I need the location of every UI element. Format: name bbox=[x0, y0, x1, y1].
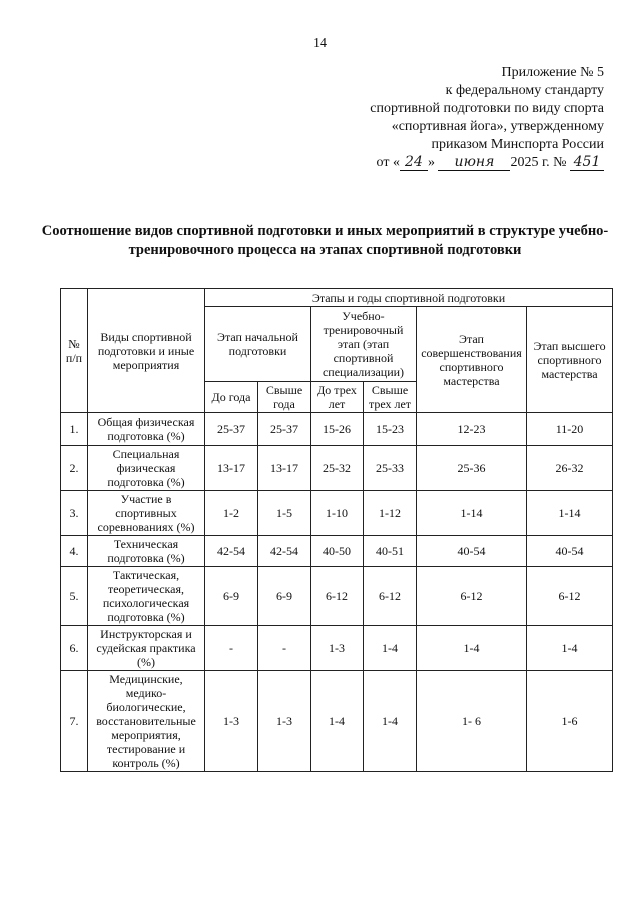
header-stage-training: Учебно-тренировочный этап (этап спортивной специализации) bbox=[311, 307, 417, 382]
cell-value: 6-9 bbox=[258, 567, 311, 626]
table-row bbox=[61, 491, 613, 536]
annex-line: приказом Минспорта России bbox=[431, 137, 604, 152]
cell-value: 26-32 bbox=[527, 446, 613, 491]
cell-value: 13-17 bbox=[258, 446, 311, 491]
annex-line: Приложение № 5 bbox=[501, 65, 604, 80]
row-num: 3. bbox=[61, 491, 88, 536]
cell-value: 1-2 bbox=[205, 491, 258, 536]
cell-value: 6-12 bbox=[311, 567, 364, 626]
order-prefix: от « bbox=[376, 155, 400, 170]
cell-value: 25-37 bbox=[258, 413, 311, 446]
cell-value: 1- 6 bbox=[417, 671, 527, 772]
cell-value: 1-3 bbox=[311, 626, 364, 671]
order-line bbox=[304, 154, 604, 172]
row-num: 2. bbox=[61, 446, 88, 491]
cell-value: 40-54 bbox=[417, 536, 527, 567]
annex-line: «спортивная йога», утвержденному bbox=[391, 119, 604, 134]
row-num: 1. bbox=[61, 413, 88, 446]
order-year: 2025 г. № bbox=[510, 155, 567, 170]
row-num: 4. bbox=[61, 536, 88, 567]
header-stage-improvement: Этап совершенствования спортивного мастерства bbox=[417, 307, 527, 413]
cell-value: - bbox=[205, 626, 258, 671]
cell-value: 42-54 bbox=[205, 536, 258, 567]
cell-value: 12-23 bbox=[417, 413, 527, 446]
cell-value: 1-10 bbox=[311, 491, 364, 536]
cell-value: 1-5 bbox=[258, 491, 311, 536]
cell-value: 1-4 bbox=[417, 626, 527, 671]
header-over-three: Свыше трех лет bbox=[364, 382, 417, 413]
header-row-stages bbox=[61, 289, 613, 307]
cell-value: 25-36 bbox=[417, 446, 527, 491]
order-day-handwritten: 24 bbox=[400, 155, 428, 171]
header-over-year: Свыше года bbox=[258, 382, 311, 413]
cell-value: 11-20 bbox=[527, 413, 613, 446]
annex-line: к федеральному стандарту bbox=[445, 83, 604, 98]
header-up-to-year: До года bbox=[205, 382, 258, 413]
cell-value: 1-3 bbox=[205, 671, 258, 772]
cell-value: 1-6 bbox=[527, 671, 613, 772]
header-up-to-three: До трех лет bbox=[311, 382, 364, 413]
header-type: Виды спортивной подготовки и иные мероприятия bbox=[88, 289, 205, 413]
cell-value: 1-14 bbox=[527, 491, 613, 536]
header-stage-highest: Этап высшего спортивного мастерства bbox=[527, 307, 613, 413]
cell-value: 1-4 bbox=[527, 626, 613, 671]
cell-value: 40-50 bbox=[311, 536, 364, 567]
row-type: Инструкторская и судейская практика (%) bbox=[88, 626, 205, 671]
cell-value: 42-54 bbox=[258, 536, 311, 567]
table-row bbox=[61, 671, 613, 772]
row-type: Тактическая, теоретическая, психологическая подготовка (%) bbox=[88, 567, 205, 626]
cell-value: 6-12 bbox=[364, 567, 417, 626]
page-number: 14 bbox=[313, 36, 327, 51]
document-title: Соотношение видов спортивной подготовки и иных мероприятий в структуре учебно-тренировочного процесса на этапах спортивной подготовки bbox=[41, 223, 609, 258]
cell-value: 40-54 bbox=[527, 536, 613, 567]
header-num: № п/п bbox=[61, 289, 88, 413]
order-mid: » bbox=[427, 155, 435, 170]
row-num: 5. bbox=[61, 567, 88, 626]
row-num: 6. bbox=[61, 626, 88, 671]
cell-value: 25-33 bbox=[364, 446, 417, 491]
table-row bbox=[61, 626, 613, 671]
training-ratio-table bbox=[60, 288, 613, 772]
cell-value: 6-12 bbox=[527, 567, 613, 626]
cell-value: 1-12 bbox=[364, 491, 417, 536]
cell-value: 40-51 bbox=[364, 536, 417, 567]
cell-value: 1-4 bbox=[311, 671, 364, 772]
annex-line: спортивной подготовки по виду спорта bbox=[370, 101, 604, 116]
row-num: 7. bbox=[61, 671, 88, 772]
cell-value: 1-4 bbox=[364, 671, 417, 772]
cell-value: - bbox=[258, 626, 311, 671]
table-row bbox=[61, 567, 613, 626]
annex-block bbox=[304, 64, 604, 172]
cell-value: 6-12 bbox=[417, 567, 527, 626]
cell-value: 1-14 bbox=[417, 491, 527, 536]
cell-value: 6-9 bbox=[205, 567, 258, 626]
cell-value: 25-37 bbox=[205, 413, 258, 446]
row-type: Участие в спортивных соревнованиях (%) bbox=[88, 491, 205, 536]
header-stage-initial: Этап начальной подготовки bbox=[205, 307, 311, 382]
cell-value: 25-32 bbox=[311, 446, 364, 491]
row-type: Медицинские, медико-биологические, восстановительные мероприятия, тестирование и контроль (%) bbox=[88, 671, 205, 772]
cell-value: 15-23 bbox=[364, 413, 417, 446]
table-row bbox=[61, 446, 613, 491]
row-type: Специальная физическая подготовка (%) bbox=[88, 446, 205, 491]
cell-value: 1-3 bbox=[258, 671, 311, 772]
row-type: Техническая подготовка (%) bbox=[88, 536, 205, 567]
cell-value: 1-4 bbox=[364, 626, 417, 671]
order-month-handwritten: июня bbox=[438, 155, 510, 171]
cell-value: 15-26 bbox=[311, 413, 364, 446]
order-number-handwritten: 451 bbox=[570, 155, 604, 171]
table-row bbox=[61, 413, 613, 446]
table-row bbox=[61, 536, 613, 567]
cell-value: 13-17 bbox=[205, 446, 258, 491]
header-stages: Этапы и годы спортивной подготовки bbox=[205, 289, 613, 307]
row-type: Общая физическая подготовка (%) bbox=[88, 413, 205, 446]
